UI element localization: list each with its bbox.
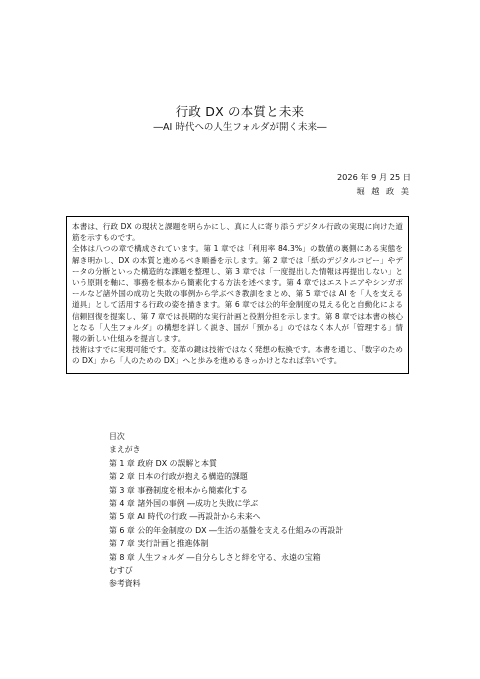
- abstract-box: [66, 216, 409, 374]
- toc-item-chapter-4: 第 4 章 諸外国の事例 ―成功と失敗に学ぶ: [109, 499, 259, 509]
- toc-item-chapter-1: 第 1 章 政府 DX の誤解と本質: [109, 458, 217, 468]
- abstract-paragraph-3: 技術はすでに実現可能です。変革の鍵は技術ではなく発想の転換です。本書を通じ、「数字のための DX」から「人のための DX」へと歩みを進めるきっかけとなれば幸いです。: [72, 345, 403, 366]
- toc-item-chapter-7: 第 7 章 実行計画と推進体制: [109, 539, 209, 549]
- toc-item-conclusion: むすび: [109, 566, 133, 576]
- document-subtitle: ―AI 時代への人生フォルダが開く未来―: [153, 122, 327, 133]
- toc-item-chapter-8: 第 8 章 人生フォルダ ―自分らしさと絆を守る、永遠の宝箱: [109, 552, 321, 562]
- toc-item-chapter-3: 第 3 章 事務制度を根本から簡素化する: [109, 485, 248, 495]
- publication-date: 2026 年 9 月 25 日: [336, 172, 411, 182]
- toc-item-chapter-5: 第 5 章 AI 時代の行政 ―再設計から未来へ: [109, 512, 261, 522]
- toc-list: [109, 443, 343, 590]
- document-title: 行政 DX の本質と未来: [175, 104, 305, 119]
- toc-item-references: 参考資料: [109, 579, 141, 589]
- toc-item-preface: まえがき: [109, 445, 141, 455]
- author-name: 堀 越 政 美: [356, 186, 411, 196]
- toc-heading: 目次: [109, 432, 125, 441]
- toc-item-chapter-6: 第 6 章 公的年金制度の DX ―生活の基盤を支える仕組みの再設計: [109, 525, 344, 535]
- table-of-contents: [109, 430, 343, 591]
- abstract-paragraph-1: 本書は、行政 DX の現状と課題を明らかにし、真に人に寄り添うデジタル行政の実現に向けた道筋を示すものです。: [72, 222, 403, 243]
- abstract-paragraph-2: 全体は八つの章で構成されています。第 1 章では「利用率 84.3%」の数値の裏側にある実態を解き明かし、DX の本質と進めるべき順番を示します。第 2 章では「紙のデジタルコピー」やデータの分断といった構造的な課題を整理し、第 3 章では「一度提出した情報は再提出しない」という原則を軸に、事務を根本から簡素化する方法を述べます。第 4 章ではエストニアやシンガポールなど諸外国の成功と失敗の事例から学ぶべき教訓をまとめ、第 5 章では AI を「人を支える道具」として活用する行政の姿を描きます。第 6 章では公的年金制度の見える化と自動化による信頼回復を提案し、第 7 章では長期的な実行計画と役割分担を示します。第 8 章では本書の核心となる「人生フォルダ」の構想を詳しく説き、国が「預かる」のではなく本人が「管理する」情報の新しい仕組みを提言します。: [72, 244, 403, 344]
- toc-item-chapter-2: 第 2 章 日本の行政が抱える構造的課題: [109, 472, 248, 482]
